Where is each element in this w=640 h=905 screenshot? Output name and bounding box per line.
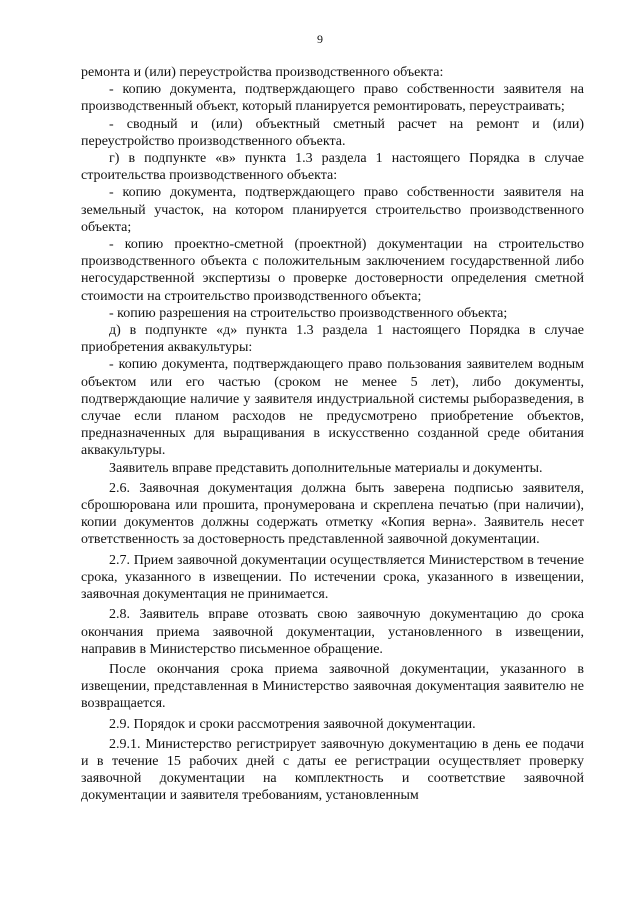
- paragraph-list-item: - копию документа, подтверждающего право собственности заявителя на земельный участок, на котором планируется строительство производственного объекта;: [81, 185, 584, 235]
- paragraph-additional-materials: Заявитель вправе представить дополнительные материалы и документы.: [109, 460, 543, 476]
- paragraph-list-item: - сводный и (или) объектный сметный расчет на ремонт и (или) переустройство производственного объекта.: [81, 116, 584, 149]
- paragraph-list-item: - копию разрешения на строительство производственного объекта;: [109, 305, 508, 321]
- document-body: [81, 64, 584, 805]
- paragraph-section-2-6: 2.6. Заявочная документация должна быть заверена подписью заявителя, сброшюрована или прошита, пронумерована и скреплена печатью (при наличии), копии документов должны содержать отметку «Копия верна». Заявитель несет ответственность за достоверность представленной заявочной документации.: [81, 480, 584, 548]
- paragraph-no-return: После окончания срока приема заявочной документации, указанного в извещении, представленная в Министерство заявочная документация заявителю не возвращается.: [81, 661, 584, 712]
- paragraph-section-2-7: 2.7. Прием заявочной документации осуществляется Министерством в течение срока, указанного в извещении. По истечении срока, указанного в извещении, заявочная документация не принимается.: [81, 552, 584, 603]
- paragraph-section-2-9: 2.9. Порядок и сроки рассмотрения заявочной документации.: [109, 716, 476, 732]
- paragraph-section-2-8: 2.8. Заявитель вправе отозвать свою заявочную документацию до срока окончания приема заявочной документации, установленного в извещении, направив в Министерство письменное обращение.: [81, 607, 584, 657]
- paragraph-list-item: - копию документа, подтверждающего право собственности заявителя на производственный объект, который планируется ремонтировать, переустраивать;: [81, 82, 584, 115]
- paragraph-subclause-g: г) в подпункте «в» пункта 1.3 раздела 1 настоящего Порядка в случае строительства производственного объекта:: [81, 151, 584, 184]
- paragraph-continuation: ремонта и (или) переустройства производственного объекта:: [81, 65, 444, 80]
- paragraph-list-item: - копию проектно-сметной (проектной) документации на строительство производственного объекта с положительным заключением государственной либо негосударственной экспертизы о проверке достоверности определения сметной стоимости на строительство производственного объекта;: [81, 237, 584, 304]
- paragraph-subclause-d: д) в подпункте «д» пункта 1.3 раздела 1 настоящего Порядка в случае приобретения аквакультуры:: [81, 323, 584, 356]
- page-number: 9: [317, 32, 323, 46]
- paragraph-list-item: - копию документа, подтверждающего право пользования заявителем водным объектом или его частью (сроком не менее 5 лет), либо документы, подтверждающие наличие у заявителя индустриальной системы рыборазведения, в случае если планом расходов не предусмотрено приобретение объектов, предназначенных для выращивания в искусственно созданной среде обитания аквакультуры.: [81, 357, 584, 459]
- paragraph-section-2-9-1: 2.9.1. Министерство регистрирует заявочную документацию в день ее подачи и в течение 15 рабочих дней с даты ее регистрации осуществляет проверку заявочной документации на комплектность и соответствие заявочной документации и заявителя требованиям, установленным: [81, 736, 584, 804]
